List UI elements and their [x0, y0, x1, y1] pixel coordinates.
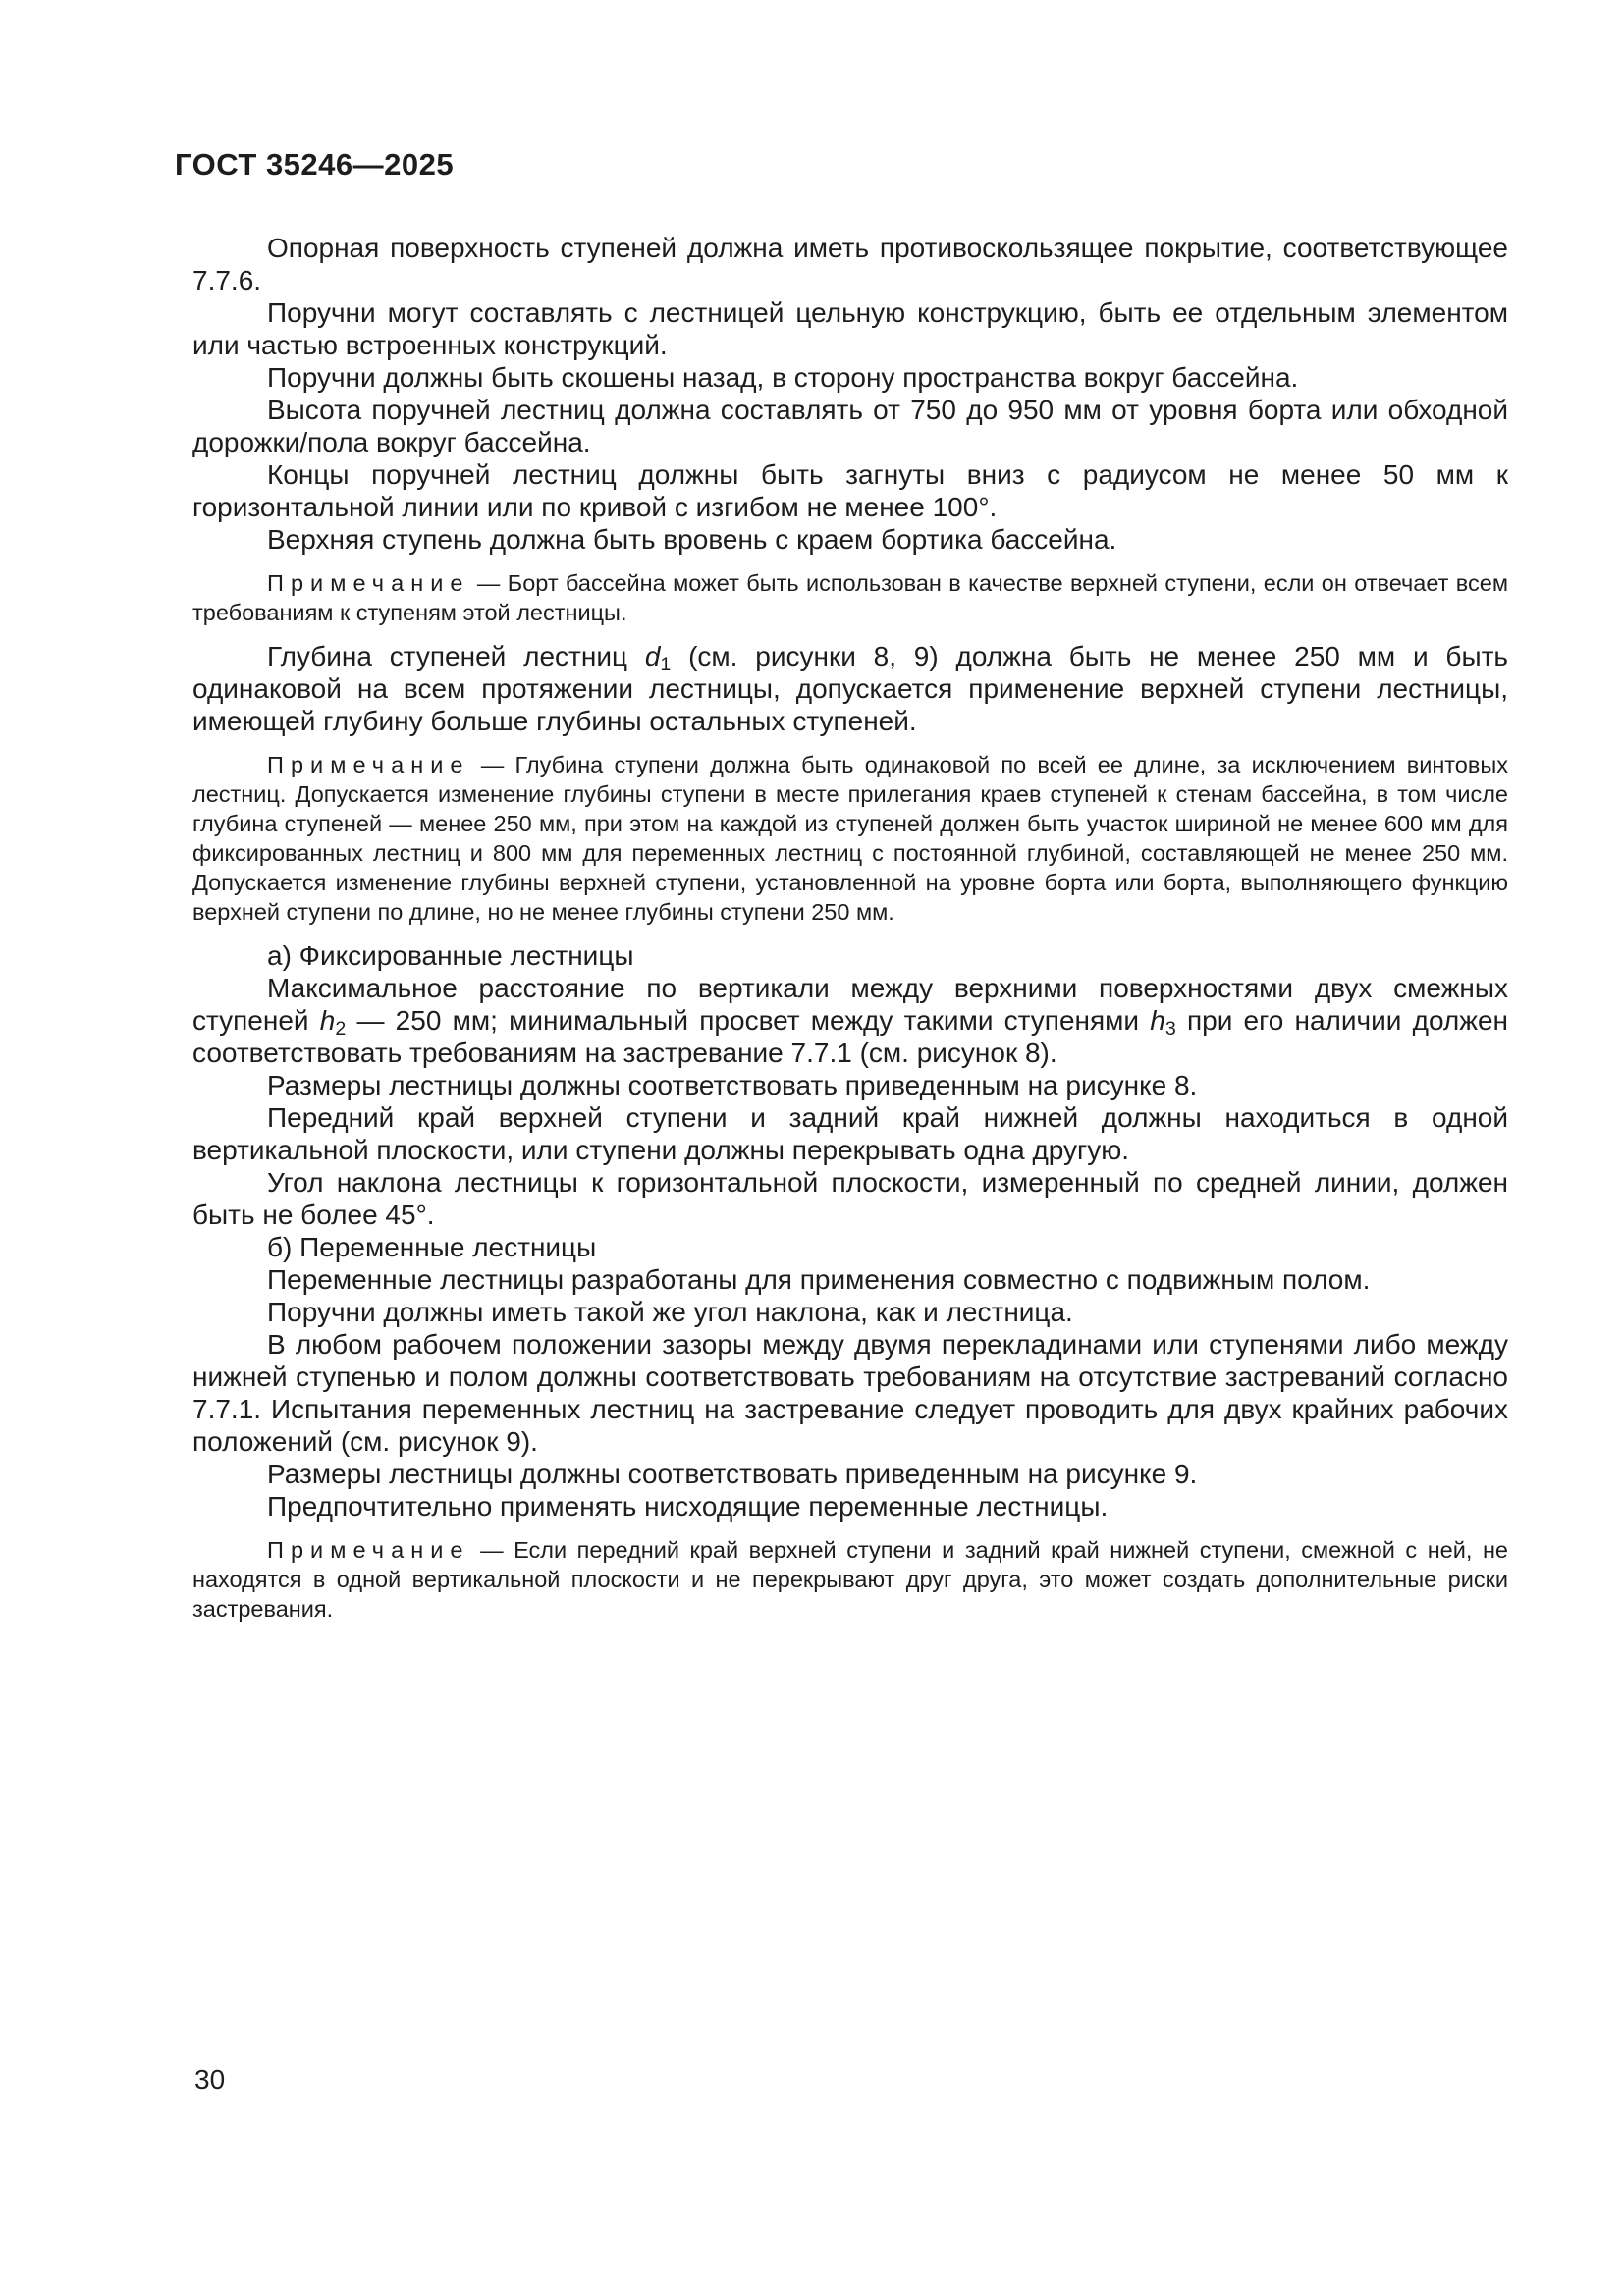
- text-run: Переменные лестницы разработаны для применения совместно с подвижным полом.: [267, 1264, 1371, 1295]
- subscript: 1: [660, 653, 672, 675]
- paragraph: [192, 1490, 1508, 1522]
- document-body: [192, 232, 1508, 1636]
- paragraph: [192, 1458, 1508, 1490]
- text-run: Предпочтительно применять нисходящие переменные лестницы.: [267, 1491, 1109, 1522]
- text-run: — 250 мм; минимальный просвет между такими ступенями: [346, 1005, 1151, 1036]
- text-run: б) Переменные лестницы: [267, 1232, 597, 1262]
- text-run: Передний край верхней ступени и задний край нижней должны находиться в одной вертикальной плоскости, или ступени должны перекрывать одна другую.: [192, 1102, 1508, 1165]
- paragraph: [192, 361, 1508, 394]
- paragraph: [192, 1101, 1508, 1166]
- text-run: Максимальное расстояние по вертикали между верхними поверхностями двух смежных ступеней: [192, 973, 1508, 1036]
- text-run: при его наличии должен соответствовать требованиям на застревание 7.7.1 (см. рисунок 8).: [192, 1005, 1509, 1068]
- note-paragraph: [192, 750, 1508, 927]
- text-run: Верхняя ступень должна быть вровень с краем бортика бассейна.: [267, 524, 1117, 555]
- text-run: Высота поручней лестниц должна составлять от 750 до 950 мм от уровня борта или обходной дорожки/пола вокруг бассейна.: [192, 395, 1508, 457]
- paragraph: [192, 939, 1508, 972]
- math-variable: h: [319, 1005, 336, 1036]
- text-run: — Глубина ступени должна быть одинаковой по всей ее длине, за исключением винтовых лестниц. Допускается изменение глубины ступени в месте прилегания краев ступеней к стенам бассейна, в том числе глубина ступеней — менее 250 мм, при этом на каждой из ступеней должен быть участок шириной не менее 600 мм для фиксированных лестниц и 800 мм для переменных лестниц с постоянной глубиной, составляющей не менее 250 мм. Допускается изменение глубины верхней ступени, установленной на уровне борта или борта, выполняющего функцию верхней ступени по длине, но не менее глубины ступени 250 мм.: [192, 752, 1508, 925]
- note-label: Примечание: [267, 752, 470, 777]
- paragraph: [192, 232, 1508, 296]
- note-label: Примечание: [267, 1537, 470, 1563]
- note-paragraph: [192, 568, 1508, 627]
- document-footer: [194, 2064, 225, 2096]
- paragraph: [192, 1166, 1508, 1231]
- text-run: Поручни должны быть скошены назад, в сторону пространства вокруг бассейна.: [267, 362, 1299, 393]
- text-run: Размеры лестницы должны соответствовать приведенным на рисунке 8.: [267, 1070, 1198, 1100]
- document-header: [175, 147, 454, 183]
- paragraph: [192, 523, 1508, 556]
- text-run: Угол наклона лестницы к горизонтальной плоскости, измеренный по средней линии, должен быть не более 45°.: [192, 1167, 1508, 1230]
- note-label: Примечание: [267, 570, 470, 596]
- page-number: 30: [194, 2064, 226, 2095]
- text-run: В любом рабочем положении зазоры между двумя перекладинами или ступенями либо между нижней ступенью и полом должны соответствовать требованиям на отсутствие застреваний согласно 7.7.1. Испытания переменных лестниц на застревание следует проводить для двух крайних рабочих положений (см. рисунок 9).: [192, 1329, 1508, 1457]
- text-run: Поручни могут составлять с лестницей цельную конструкцию, быть ее отдельным элементом или частью встроенных конструкций.: [192, 297, 1508, 360]
- paragraph: [192, 1328, 1508, 1458]
- text-run: а) Фиксированные лестницы: [267, 940, 634, 971]
- paragraph: [192, 972, 1508, 1069]
- text-run: — Борт бассейна может быть использован в качестве верхней ступени, если он отвечает всем требованиям к ступеням этой лестницы.: [192, 570, 1508, 625]
- paragraph: [192, 458, 1508, 523]
- text-run: Концы поручней лестниц должны быть загнуты вниз с радиусом не менее 50 мм к горизонтальной линии или по кривой с изгибом не менее 100°.: [192, 459, 1508, 522]
- paragraph: [192, 1069, 1508, 1101]
- standard-number: ГОСТ 35246—2025: [175, 147, 455, 182]
- text-run: (см. рисунки 8, 9) должна быть не менее 250 мм и быть одинаковой на всем протяжении лестницы, допускается применение верхней ступени лестницы, имеющей глубину больше глубины остальных ступеней.: [192, 641, 1509, 736]
- text-run: Поручни должны иметь такой же угол наклона, как и лестница.: [267, 1297, 1073, 1327]
- paragraph: [192, 296, 1508, 361]
- paragraph: [192, 1263, 1508, 1296]
- paragraph: [192, 640, 1508, 737]
- subscript: 3: [1164, 1017, 1176, 1040]
- text-run: Опорная поверхность ступеней должна иметь противоскользящее покрытие, соответствующее 7.7.6.: [192, 233, 1508, 295]
- note-paragraph: [192, 1535, 1508, 1624]
- text-run: — Если передний край верхней ступени и задний край нижней ступени, смежной с ней, не находятся в одной вертикальной плоскости и не перекрывают друг друга, это может создать дополнительные риски застревания.: [192, 1537, 1508, 1622]
- paragraph: [192, 1296, 1508, 1328]
- math-variable: d: [644, 641, 661, 671]
- math-variable: h: [1150, 1005, 1165, 1036]
- paragraph: [192, 394, 1508, 458]
- text-run: Размеры лестницы должны соответствовать приведенным на рисунке 9.: [267, 1459, 1198, 1489]
- text-run: Глубина ступеней лестниц: [267, 641, 645, 671]
- paragraph: [192, 1231, 1508, 1263]
- subscript: 2: [335, 1017, 347, 1040]
